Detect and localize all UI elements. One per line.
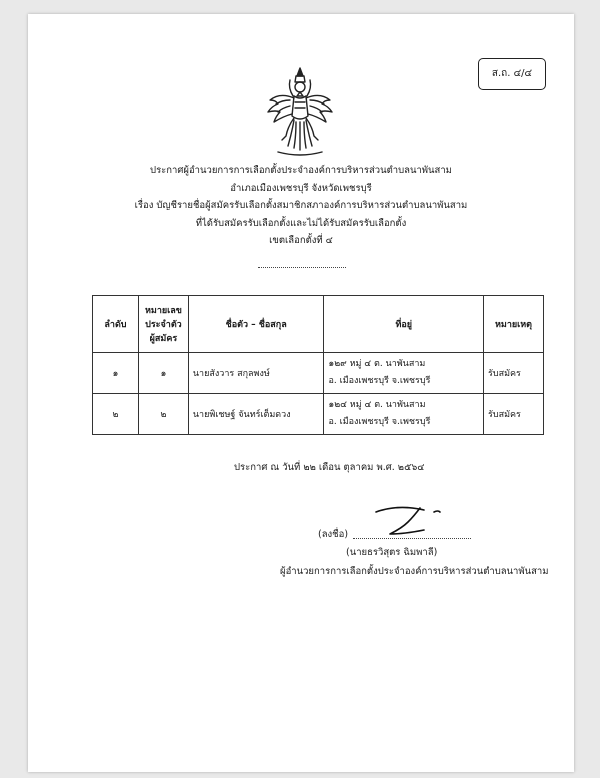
cell-address	[324, 353, 484, 394]
cell-name: นายสังวาร สกุลพงษ์	[188, 353, 324, 394]
table-row	[93, 394, 544, 435]
col-header-address: ที่อยู่	[324, 296, 484, 353]
cell-address	[324, 394, 484, 435]
signature-label: (ลงชื่อ)	[318, 529, 349, 540]
cell-address-l2: อ. เมืองเพชรบุรี จ.เพชรบุรี	[328, 417, 431, 427]
election-zone: เขตเลือกตั้งที่ ๔	[269, 235, 333, 246]
col-header-order: ลำดับ	[93, 296, 139, 353]
cell-number: ๒	[138, 394, 188, 435]
form-code: ส.ถ. ๔/๔	[491, 68, 533, 79]
signer-position: ผู้อำนวยการการเลือกตั้งประจำองค์การบริหารส่วนตำบลนาพันสาม	[280, 566, 549, 577]
col-header-number-l1: หมายเลข	[144, 306, 182, 316]
district-province: อำเภอเมืองเพชรบุรี จังหวัดเพชรบุรี	[230, 182, 372, 194]
table-header-row	[93, 296, 544, 353]
cell-remark: รับสมัคร	[484, 353, 544, 394]
garuda-emblem-icon	[264, 66, 336, 158]
cell-number: ๑	[138, 353, 188, 394]
document-page	[28, 14, 574, 772]
cell-remark: รับสมัคร	[484, 394, 544, 435]
candidate-table	[92, 295, 544, 435]
col-header-number-l2: ประจำตัว	[145, 320, 182, 330]
cell-name: นายพิเชษฐ์ จันทร์เต็มดวง	[188, 394, 324, 435]
cell-address-l1: ๑๒๙ หมู่ ๔ ต. นาพันสาม	[328, 359, 426, 369]
announcement-title: ประกาศผู้อำนวยการการเลือกตั้งประจำองค์การบริหารส่วนตำบลนาพันสาม	[150, 165, 452, 176]
cell-address-l2: อ. เมืองเพชรบุรี จ.เพชรบุรี	[328, 376, 431, 386]
cell-order: ๑	[93, 353, 139, 394]
col-header-remark: หมายเหตุ	[484, 296, 544, 353]
header-divider	[258, 267, 346, 268]
announcement-header	[28, 162, 574, 250]
cell-address-l1: ๑๒๔ หมู่ ๔ ต. นาพันสาม	[328, 400, 426, 410]
signature-line	[353, 538, 471, 539]
form-code-box	[478, 58, 546, 90]
announcement-subject: เรื่อง บัญชีรายชื่อผู้สมัครรับเลือกตั้งสมาชิกสภาองค์การบริหารส่วนตำบลนาพันสาม	[134, 200, 468, 211]
signer-name: (นายธรวิสุตร ฉิมพาลี)	[346, 547, 438, 558]
cell-order: ๒	[93, 394, 139, 435]
announcement-subject-cont: ที่ได้รับสมัครรับเลือกตั้งและไม่ได้รับสมัครรับเลือกตั้ง	[195, 217, 407, 229]
announcement-date: ประกาศ ณ วันที่ ๒๒ เดือน ตุลาคม พ.ศ. ๒๕๖๔	[234, 462, 425, 473]
col-header-name: ชื่อตัว – ชื่อสกุล	[188, 296, 324, 353]
table-row	[93, 353, 544, 394]
col-header-number-l3: ผู้สมัคร	[149, 334, 178, 344]
col-header-number	[138, 296, 188, 353]
